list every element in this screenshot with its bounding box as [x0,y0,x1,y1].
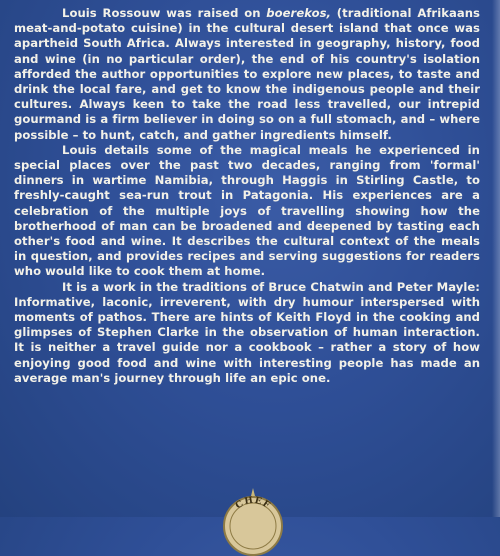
seal-text: CHEF [233,495,273,512]
chef-seal-icon [218,486,288,556]
blurb-paragraph-2: Louis details some of the magical meals he experienced in special places over the past two decades, ranging from 'formal' dinners in wartime Namibia, through Haggis in Stirling Castle, to freshly-caught sea-run trout in Patagonia. His experiences are a celebration of the multiple joys of travelling showing how the brotherhood of man can be broadened and deepened by tasting each other's food and wine. It describes the cultural context of the meals in question, and provides recipes and serving suggestions for readers who would like to cook them at home. [14,142,480,279]
cover-edge-highlight [492,0,500,517]
back-cover-blurb [14,6,480,386]
seal-crest [251,488,255,496]
blurb-paragraph-1-continued: (traditional Afrikaans meat-and-potato cuisine) in the cultural desert island that once was apartheid South Africa. Always interested in geography, history, food and wine (in no particular order), the end of his country's isolation afforded the author opportunities to explore new places, to taste and drink the local fare, and get to know the indigenous people and their cultures. Always keen to take the road less travelled, our intrepid gourmand is a firm believer in doing so on a full stomach, and – where possible – to hunt, catch, and gather ingredients himself. [14,6,480,142]
boerekos-term: boerekos, [266,6,332,20]
blurb-paragraph-1-text: Louis Rossouw was raised on [62,6,267,20]
blurb-paragraph-3: It is a work in the traditions of Bruce Chatwin and Peter Mayle: Informative, laconic, irreverent, with dry humour interspersed with moments of pathos. There are hints of Keith Floyd in the cooking and glimpses of Stephen Clarke in the observation of human interaction. It is neither a travel guide nor a cookbook – rather a story of how enjoying good food and wine with interesting people has made an average man's journey through life an epic one. [14,279,480,385]
blurb-paragraph-1 [14,6,480,143]
